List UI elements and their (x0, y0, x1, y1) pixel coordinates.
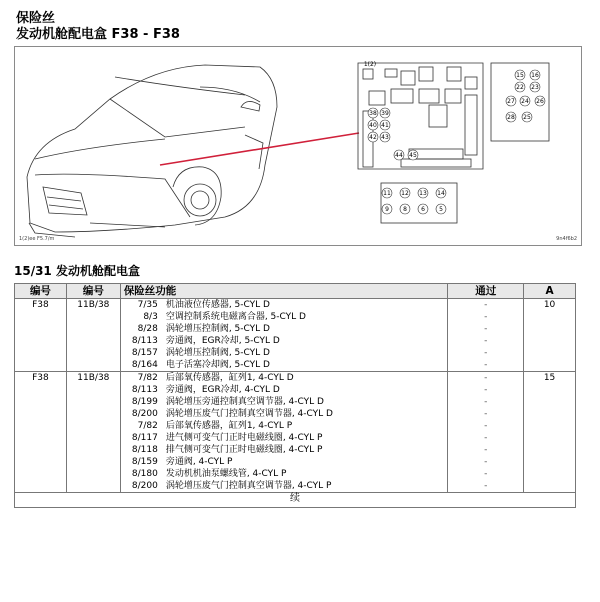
fuse-number-label: 40 (369, 122, 377, 129)
function-column (120, 372, 448, 493)
component-code: 8/159 (131, 457, 158, 467)
fuse-number-label: 12 (401, 190, 409, 197)
col-header-amp: A (524, 284, 576, 299)
component-code: 8/117 (131, 433, 158, 443)
component-code: 8/200 (131, 481, 158, 491)
fuse-number-label: 22 (516, 84, 524, 91)
via-value: - (484, 433, 488, 443)
via-value: - (484, 300, 488, 310)
component-function: 涡轮增压控制阀, 5-CYL D (165, 324, 270, 334)
via-value: - (484, 385, 488, 395)
component-code: 8/180 (131, 469, 158, 479)
table-row (15, 299, 576, 372)
fuse-number-label: 23 (531, 84, 539, 91)
figure-caption-left: 1(2)ee F5.7/m (19, 236, 55, 242)
component-code: 8/113 (131, 336, 158, 346)
fuse-number-label: 9 (385, 206, 389, 213)
via-value: - (484, 457, 488, 467)
fuse-number-label: 27 (507, 98, 515, 105)
component-function: 进气侧可变气门正时电磁线圈, 4-CYL P (165, 433, 323, 443)
fuse-number-label: 38 (369, 110, 377, 117)
fuse-id-cell: F38 (15, 372, 67, 493)
col-header-via: 通过 (448, 284, 524, 299)
via-cell (448, 372, 524, 493)
component-function: 涡轮增压废气门控制真空调节器, 4-CYL P (165, 481, 332, 491)
fuse-number-label: 14 (437, 190, 445, 197)
component-code: 7/82 (137, 373, 158, 383)
component-function: 后部氧传感器，缸列1, 4-CYL P (165, 421, 293, 431)
function-cell (121, 299, 448, 371)
fuse-code-cell: 11B/38 (66, 372, 120, 493)
component-function: 发动机机油泵螺线管, 4-CYL P (165, 469, 287, 479)
col-header-fuse: 编号 (15, 284, 67, 299)
fuse-box-illustration (15, 47, 582, 246)
component-code: 8/164 (131, 360, 158, 370)
via-cell (448, 299, 524, 372)
fuse-number-label: 8 (403, 206, 407, 213)
via-value: - (484, 409, 488, 419)
component-function: 电子活塞冷却阀, 5-CYL D (165, 360, 270, 370)
fuse-number-label: 45 (409, 152, 417, 159)
component-code: 8/157 (131, 348, 158, 358)
function-cell (121, 372, 448, 492)
component-code: 8/118 (131, 445, 158, 455)
via-value: - (484, 312, 488, 322)
component-function: 旁通阀，EGR冷却, 4-CYL D (165, 385, 280, 395)
col-header-code: 编号 (66, 284, 120, 299)
fuse-number-label: 13 (419, 190, 427, 197)
component-code: 8/113 (131, 385, 158, 395)
table-header-row (15, 284, 576, 299)
component-code: 7/82 (137, 421, 158, 431)
via-value: - (484, 481, 488, 491)
component-function: 涡轮增压控制阀, 5-CYL D (165, 348, 270, 358)
via-value: - (484, 397, 488, 407)
fuse-table (14, 283, 576, 508)
fuse-number-label: 39 (381, 110, 389, 117)
component-code: 8/28 (137, 324, 158, 334)
page-subtitle: 发动机舱配电盒 F38 - F38 (16, 27, 180, 42)
via-value: - (484, 348, 488, 358)
component-function: 旁通阀，EGR冷却, 5-CYL D (165, 336, 280, 346)
component-function: 空调控制系统电磁离合器, 5-CYL D (165, 312, 306, 322)
fuse-number-label: 15 (516, 72, 524, 79)
fuse-number-label: 44 (395, 152, 403, 159)
amp-cell: 15 (524, 372, 576, 493)
fuse-code-cell: 11B/38 (66, 299, 120, 372)
function-column (120, 299, 448, 372)
col-header-function: 保险丝功能 (120, 284, 448, 299)
fuse-number-label: 16 (531, 72, 539, 79)
via-value: - (484, 445, 488, 455)
component-function: 机油液位传感器, 5-CYL D (165, 300, 270, 310)
fuse-number-label: 28 (507, 114, 515, 121)
fuse-box-diagram (14, 46, 582, 246)
component-code: 8/3 (143, 312, 158, 322)
via-value: - (484, 336, 488, 346)
via-value: - (484, 360, 488, 370)
figure-caption-right: 9n4f6b2 (556, 236, 577, 242)
svg-text:1(2): 1(2) (363, 61, 377, 68)
fuse-number-label: 26 (536, 98, 544, 105)
fuse-number-label: 25 (523, 114, 531, 121)
component-function: 排气侧可变气门正时电磁线圈, 4-CYL P (165, 445, 323, 455)
via-value: - (484, 421, 488, 431)
fuse-number-label: 41 (381, 122, 389, 129)
component-code: 8/200 (131, 409, 158, 419)
fuse-number-label: 6 (421, 206, 425, 213)
section-title: 15/31 发动机舱配电盒 (14, 264, 140, 278)
via-value: - (484, 469, 488, 479)
component-function: 涡轮增压旁通控制真空调节器, 4-CYL D (165, 397, 324, 407)
component-function: 后部氧传感器，缸列1, 4-CYL D (165, 373, 294, 383)
continued-note: 续 (15, 493, 576, 508)
component-code: 8/199 (131, 397, 158, 407)
component-function: 涡轮增压废气门控制真空调节器, 4-CYL D (165, 409, 333, 419)
fuse-number-label: 43 (381, 134, 389, 141)
fuse-number-label: 11 (383, 190, 391, 197)
fuse-number-label: 42 (369, 134, 377, 141)
fuse-number-label: 5 (439, 206, 443, 213)
component-function: 旁通阀, 4-CYL P (165, 457, 233, 467)
component-code: 7/35 (137, 300, 158, 310)
fuse-id-cell: F38 (15, 299, 67, 372)
fuse-number-label: 24 (521, 98, 529, 105)
page-title: 保险丝 (16, 11, 56, 26)
via-value: - (484, 324, 488, 334)
via-value: - (484, 373, 488, 383)
pointer-line (160, 133, 359, 165)
amp-cell: 10 (524, 299, 576, 372)
table-row (15, 372, 576, 493)
